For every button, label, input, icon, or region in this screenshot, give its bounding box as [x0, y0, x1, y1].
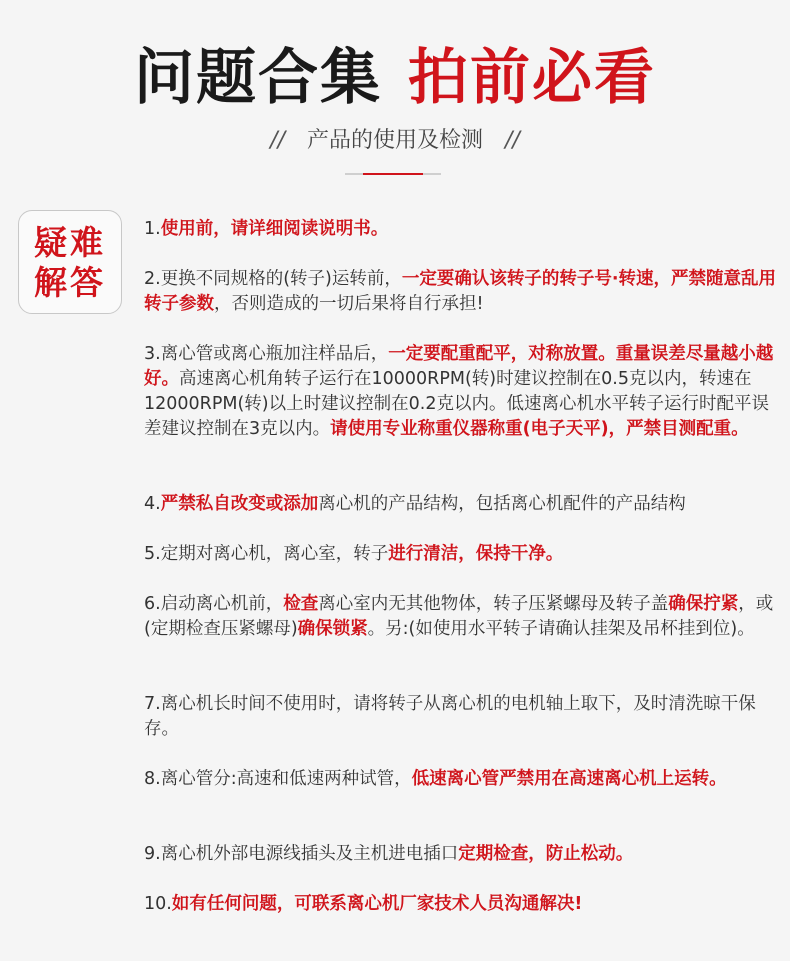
- faq-badge: [18, 210, 122, 314]
- faq-text: 高速离心机角转子运行在10000RPM(转)时建议控制在0.5克以内，转速在12000RPM(转)以上时建议控制在0.2克以内。低速离心机水平转子运行时配平误差建议控制在3克以内。: [144, 369, 769, 439]
- faq-text: 1.: [144, 219, 161, 239]
- faq-item-1: [144, 217, 780, 242]
- faq-item-4: [144, 492, 780, 517]
- faq-badge-line1: 疑难: [34, 223, 106, 262]
- faq-text: 离心机的产品结构，包括离心机配件的产品结构: [318, 494, 686, 514]
- faq-text: 9.离心机外部电源线插头及主机进电插口: [144, 844, 459, 864]
- faq-text: 2.更换不同规格的(转子)运转前，: [144, 269, 402, 289]
- faq-text: 8.离心管分:高速和低速两种试管，: [144, 769, 412, 789]
- subtitle-slash-left: //: [270, 128, 285, 153]
- faq-highlight-text: 严禁私自改变或添加: [160, 494, 319, 514]
- faq-highlight-text: 如有任何问题，可联系离心机厂家技术人员沟通解决!: [171, 894, 583, 914]
- faq-highlight-text: 确保拧紧: [668, 594, 739, 614]
- faq-text: 10.: [144, 894, 172, 914]
- subtitle-slash-right: //: [505, 128, 520, 153]
- faq-highlight-text: 使用前，请详细阅读说明书。: [160, 219, 389, 239]
- faq-badge-line2: 解答: [34, 263, 106, 302]
- faq-highlight-text: 请使用专业称重仪器称重(电子天平)，严禁目测配重。: [330, 419, 749, 439]
- faq-item-7: [144, 692, 780, 742]
- subtitle-text: 产品的使用及检测: [306, 128, 483, 153]
- faq-highlight-text: 一定要配重配平，对称放置。重量误差尽量越小越好。: [144, 344, 774, 389]
- faq-item-2: [144, 267, 780, 317]
- faq-text: ，否则造成的一切后果将自行承担!: [214, 294, 484, 314]
- faq-item-9: [144, 842, 780, 867]
- faq-text: ，或(定期检查压紧螺母): [144, 594, 774, 639]
- faq-text: 离心室内无其他物体，转子压紧螺母及转子盖: [318, 594, 669, 614]
- faq-text: 4.: [144, 494, 161, 514]
- title-main: 问题合集: [134, 43, 382, 113]
- faq-highlight-text: 定期检查，防止松动。: [458, 844, 634, 864]
- faq-highlight-text: 检查: [283, 594, 319, 614]
- faq-text: 5.定期对离心机，离心室，转子: [144, 544, 389, 564]
- faq-item-3: [144, 342, 780, 442]
- faq-item-10: [144, 892, 780, 917]
- title-highlight: 拍前必看: [408, 43, 656, 113]
- faq-text: 7.离心机长时间不使用时，请将转子从离心机的电机轴上取下，及时清洗晾干保存。: [144, 694, 756, 739]
- faq-item-8: [144, 767, 780, 792]
- faq-text: 3.离心管或离心瓶加注样品后，: [144, 344, 389, 364]
- faq-text: 。另:(如使用水平转子请确认挂架及吊杯挂到位)。: [367, 619, 755, 639]
- faq-text: 6.启动离心机前，: [144, 594, 284, 614]
- page-title: [0, 38, 790, 118]
- faq-item-5: [144, 542, 780, 567]
- faq-highlight-text: 低速离心管严禁用在高速离心机上运转。: [411, 769, 727, 789]
- faq-highlight-text: 一定要确认该转子的转子号·转速，严禁随意乱用转子参数: [144, 269, 777, 314]
- faq-highlight-text: 确保锁紧: [297, 619, 368, 639]
- title-divider-accent: [363, 173, 423, 175]
- faq-highlight-text: 进行清洁，保持干净。: [388, 544, 564, 564]
- page-subtitle: [0, 126, 790, 156]
- faq-item-6: [144, 592, 780, 642]
- title-divider: [345, 173, 441, 175]
